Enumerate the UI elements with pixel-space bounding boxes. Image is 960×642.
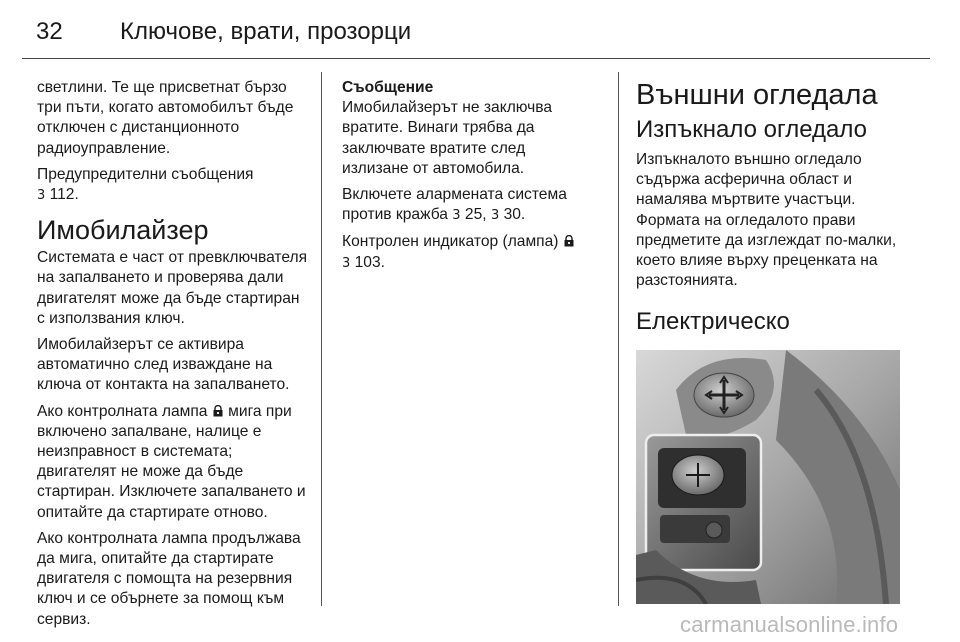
page-title: Ключове, врати, прозорци xyxy=(120,18,412,45)
notice-text: Имобилайзерът не заключва вратите. Винаги трябва да заключвате вратите след излизане от автомобила. xyxy=(342,99,553,177)
text: Включете алармената система против кражба xyxy=(342,186,567,224)
paragraph xyxy=(342,185,596,226)
page-ref-arrow-icon: 3 xyxy=(342,255,351,271)
paragraph: Изпъкналото външно огледало съдържа асферична област и намалява мъртвите участъци. Формата на огледалото прави предметите да изглеждат по-малки, което влияе върху преценката на разстоянията. xyxy=(636,151,897,290)
page-ref-arrow-icon: 3 xyxy=(452,208,461,224)
paragraph: Системата е част от превключвателя на запалването и проверява дали двигателят може да бъде стартиран с използвания ключ. xyxy=(37,249,308,327)
paragraph xyxy=(342,232,596,273)
immobilizer-lock-icon xyxy=(563,235,575,247)
text: Контролен индикатор (лампа) xyxy=(342,233,559,251)
page-header xyxy=(22,8,938,52)
column-left xyxy=(37,78,309,636)
text: Ако контролната лампа xyxy=(37,402,208,420)
section-heading: Имобилайзер xyxy=(37,215,209,246)
column-divider xyxy=(618,72,619,606)
page-ref: 112. xyxy=(49,186,79,204)
paragraph: Имобилайзерът се активира автоматично след изваждане на ключа от контакта на запалването. xyxy=(37,336,290,394)
paragraph: светлини. Те ще присветнат бързо три пъти, когато автомобилът бъде отключен с дистанционното радиоуправление. xyxy=(37,79,294,157)
paragraph: Ако контролната лампа продължава да мига, опитайте да стартирате двигателя с помощта на резервния ключ и се обърнете за помощ към сервиз. xyxy=(37,529,301,628)
paragraph xyxy=(37,165,309,206)
page-ref-arrow-icon: 3 xyxy=(490,208,500,224)
mirror-control-photo xyxy=(636,350,900,604)
section-heading: Външни огледала xyxy=(636,79,878,111)
page-ref-arrow-icon: 3 xyxy=(37,188,46,204)
paragraph xyxy=(37,402,309,523)
column-right xyxy=(636,78,908,373)
text: мига при включено запалване, налице е неизправност в системата; двигателят не може да бъде стартиран. Изключете запалването и опитайте да стартирате отново. xyxy=(37,402,306,521)
watermark: carmanualsonline.info xyxy=(680,612,899,637)
immobilizer-lock-icon xyxy=(212,405,224,417)
notice-title: Съобщение xyxy=(342,79,434,96)
column-middle xyxy=(342,78,596,280)
header-rule xyxy=(22,58,930,59)
warning-messages-ref: Предупредителни съобщения xyxy=(37,165,254,183)
page-number: 32 xyxy=(36,18,63,45)
subsection-heading: Изпъкнало огледало xyxy=(636,116,868,143)
subsection-heading: Електрическо xyxy=(636,308,790,336)
page-ref: 103. xyxy=(354,253,385,271)
page-ref: 25, xyxy=(464,206,487,224)
column-divider xyxy=(321,72,322,606)
page-ref: 30. xyxy=(503,206,526,224)
notice-box xyxy=(342,78,596,179)
